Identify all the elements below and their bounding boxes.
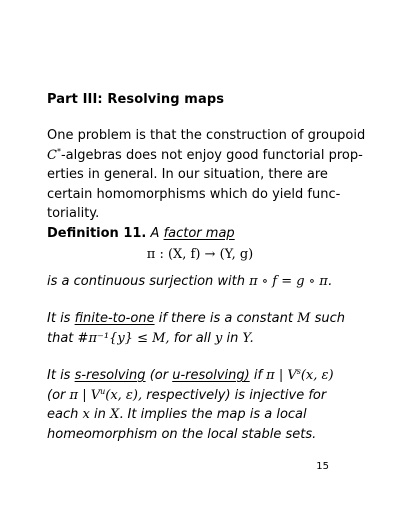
text-line: One problem is that the construction of groupoid	[47, 128, 366, 143]
text-line: is a continuous surjection with π ∘ f = g ∘ π.	[47, 274, 332, 289]
section-heading: Part III: Resolving maps	[47, 92, 225, 107]
text-line: toriality.	[47, 206, 100, 221]
math-variable: X.	[109, 407, 124, 422]
definition-continuation	[47, 272, 365, 292]
u-resolving-term: u-resolving)	[172, 368, 250, 383]
math-variable: M	[297, 311, 311, 326]
text-line: C*-algebras does not enjoy good functorial prop-	[47, 146, 363, 163]
page-number: 15	[316, 461, 329, 472]
math-variable: x	[82, 407, 90, 422]
definition-term: factor map	[163, 225, 235, 241]
definition-label: Definition 11.	[47, 225, 147, 241]
text-line: homeomorphism on the local stable sets.	[47, 426, 317, 442]
inline-formula: π ∘ f = g ∘ π.	[249, 274, 332, 289]
inline-formula: π | $V^s(x$, ε)	[266, 367, 334, 383]
text-line: that #π⁻¹{y} ≤ M, for all y in Y.	[47, 330, 254, 346]
inline-formula: #π⁻¹{y} ≤ M,	[77, 330, 170, 346]
finite-paragraph	[47, 309, 365, 348]
superscript: *	[56, 146, 61, 156]
definition-line	[47, 224, 365, 244]
s-resolving-term: s-resolving	[74, 368, 146, 383]
text-line: each x in X. It implies the map is a local	[47, 407, 307, 422]
resolving-paragraph	[47, 366, 365, 444]
math-variable: C	[47, 147, 57, 163]
text-line: (or π | $V^u(x$, ε), respectively) is injective for	[47, 386, 327, 403]
finite-term: finite-to-one	[74, 311, 155, 326]
display-formula: π : (X, f) → (Y, g)	[146, 247, 254, 262]
math-variable: Y.	[242, 330, 254, 346]
math-variable: y	[215, 330, 223, 346]
text-line: It is s-resolving (or u-resolving) if π | $V^s(x$, ε)	[47, 367, 334, 383]
intro-paragraph	[47, 126, 365, 243]
text-line: certain homomorphisms which do yield func-	[47, 186, 341, 202]
text-line: erties in general. In our situation, there are	[47, 167, 328, 182]
inline-formula: π | $V^u(x$, ε),	[69, 386, 143, 403]
text-line: It is finite-to-one if there is a constant M such	[47, 311, 345, 326]
definition-lead: A	[150, 225, 160, 241]
